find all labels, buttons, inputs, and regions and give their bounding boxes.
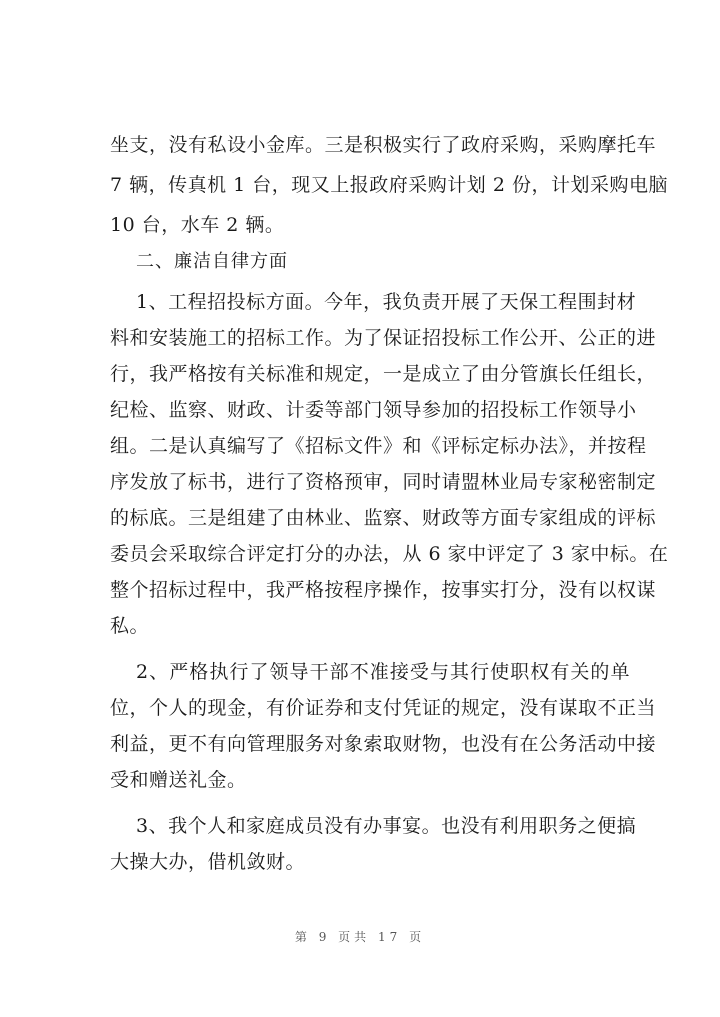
paragraph-2-line-2: 料和安装施工的招标工作。为了保证招投标工作公开、公正的进 [110, 327, 657, 349]
paragraph-2-line-9: 整个招标过程中，我严格按程序操作，按事实打分，没有以权谋 [110, 579, 657, 601]
paragraph-2-line-4: 纪检、监察、财政、计委等部门领导参加的招投标工作领导小 [110, 399, 637, 421]
paragraph-3-line-4: 受和赠送礼金。 [110, 769, 247, 791]
paragraph-2-line-8: 委员会采取综合评定打分的办法，从 6 家中评定了 3 家中标。在 [110, 543, 669, 565]
paragraph-3-line-3: 利益，更不有向管理服务对象索取财物，也没有在公务活动中接 [110, 733, 657, 755]
paragraph-2-line-6: 序发放了标书，进行了资格预审，同时请盟林业局专家秘密制定 [110, 471, 657, 493]
paragraph-2-line-5: 组。二是认真编写了《招标文件》和《评标定标办法》，并按程 [110, 435, 647, 457]
paragraph-2-line-1: 1、工程招投标方面。今年，我负责开展了天保工程围封材 [136, 291, 637, 313]
paragraph-1-line-1: 坐支，没有私设小金库。三是积极实行了政府采购，采购摩托车 [110, 134, 657, 156]
paragraph-3-line-2: 位，个人的现金，有价证券和支付凭证的规定，没有谋取不正当 [110, 697, 657, 719]
paragraph-4-line-2: 大操大办，借机敛财。 [110, 851, 306, 873]
paragraph-3-line-1: 2、严格执行了领导干部不准接受与其行使职权有关的单 [136, 661, 630, 683]
paragraph-1-line-3: 10 台，水车 2 辆。 [110, 214, 285, 236]
paragraph-2-line-10: 私。 [110, 615, 150, 637]
section-heading: 二、廉洁自律方面 [136, 251, 288, 272]
page-number-footer: 第 9 页共 17 页 [294, 930, 426, 944]
paragraph-2-line-7: 的标底。三是组建了由林业、监察、财政等方面专家组成的评标 [110, 507, 657, 529]
paragraph-4-line-1: 3、我个人和家庭成员没有办事宴。也没有利用职务之便搞 [136, 815, 637, 837]
paragraph-1-line-2: 7 辆，传真机 1 台，现又上报政府采购计划 2 份，计划采购电脑 [110, 174, 668, 196]
paragraph-2-line-3: 行，我严格按有关标准和规定，一是成立了由分管旗长任组长， [110, 363, 657, 385]
